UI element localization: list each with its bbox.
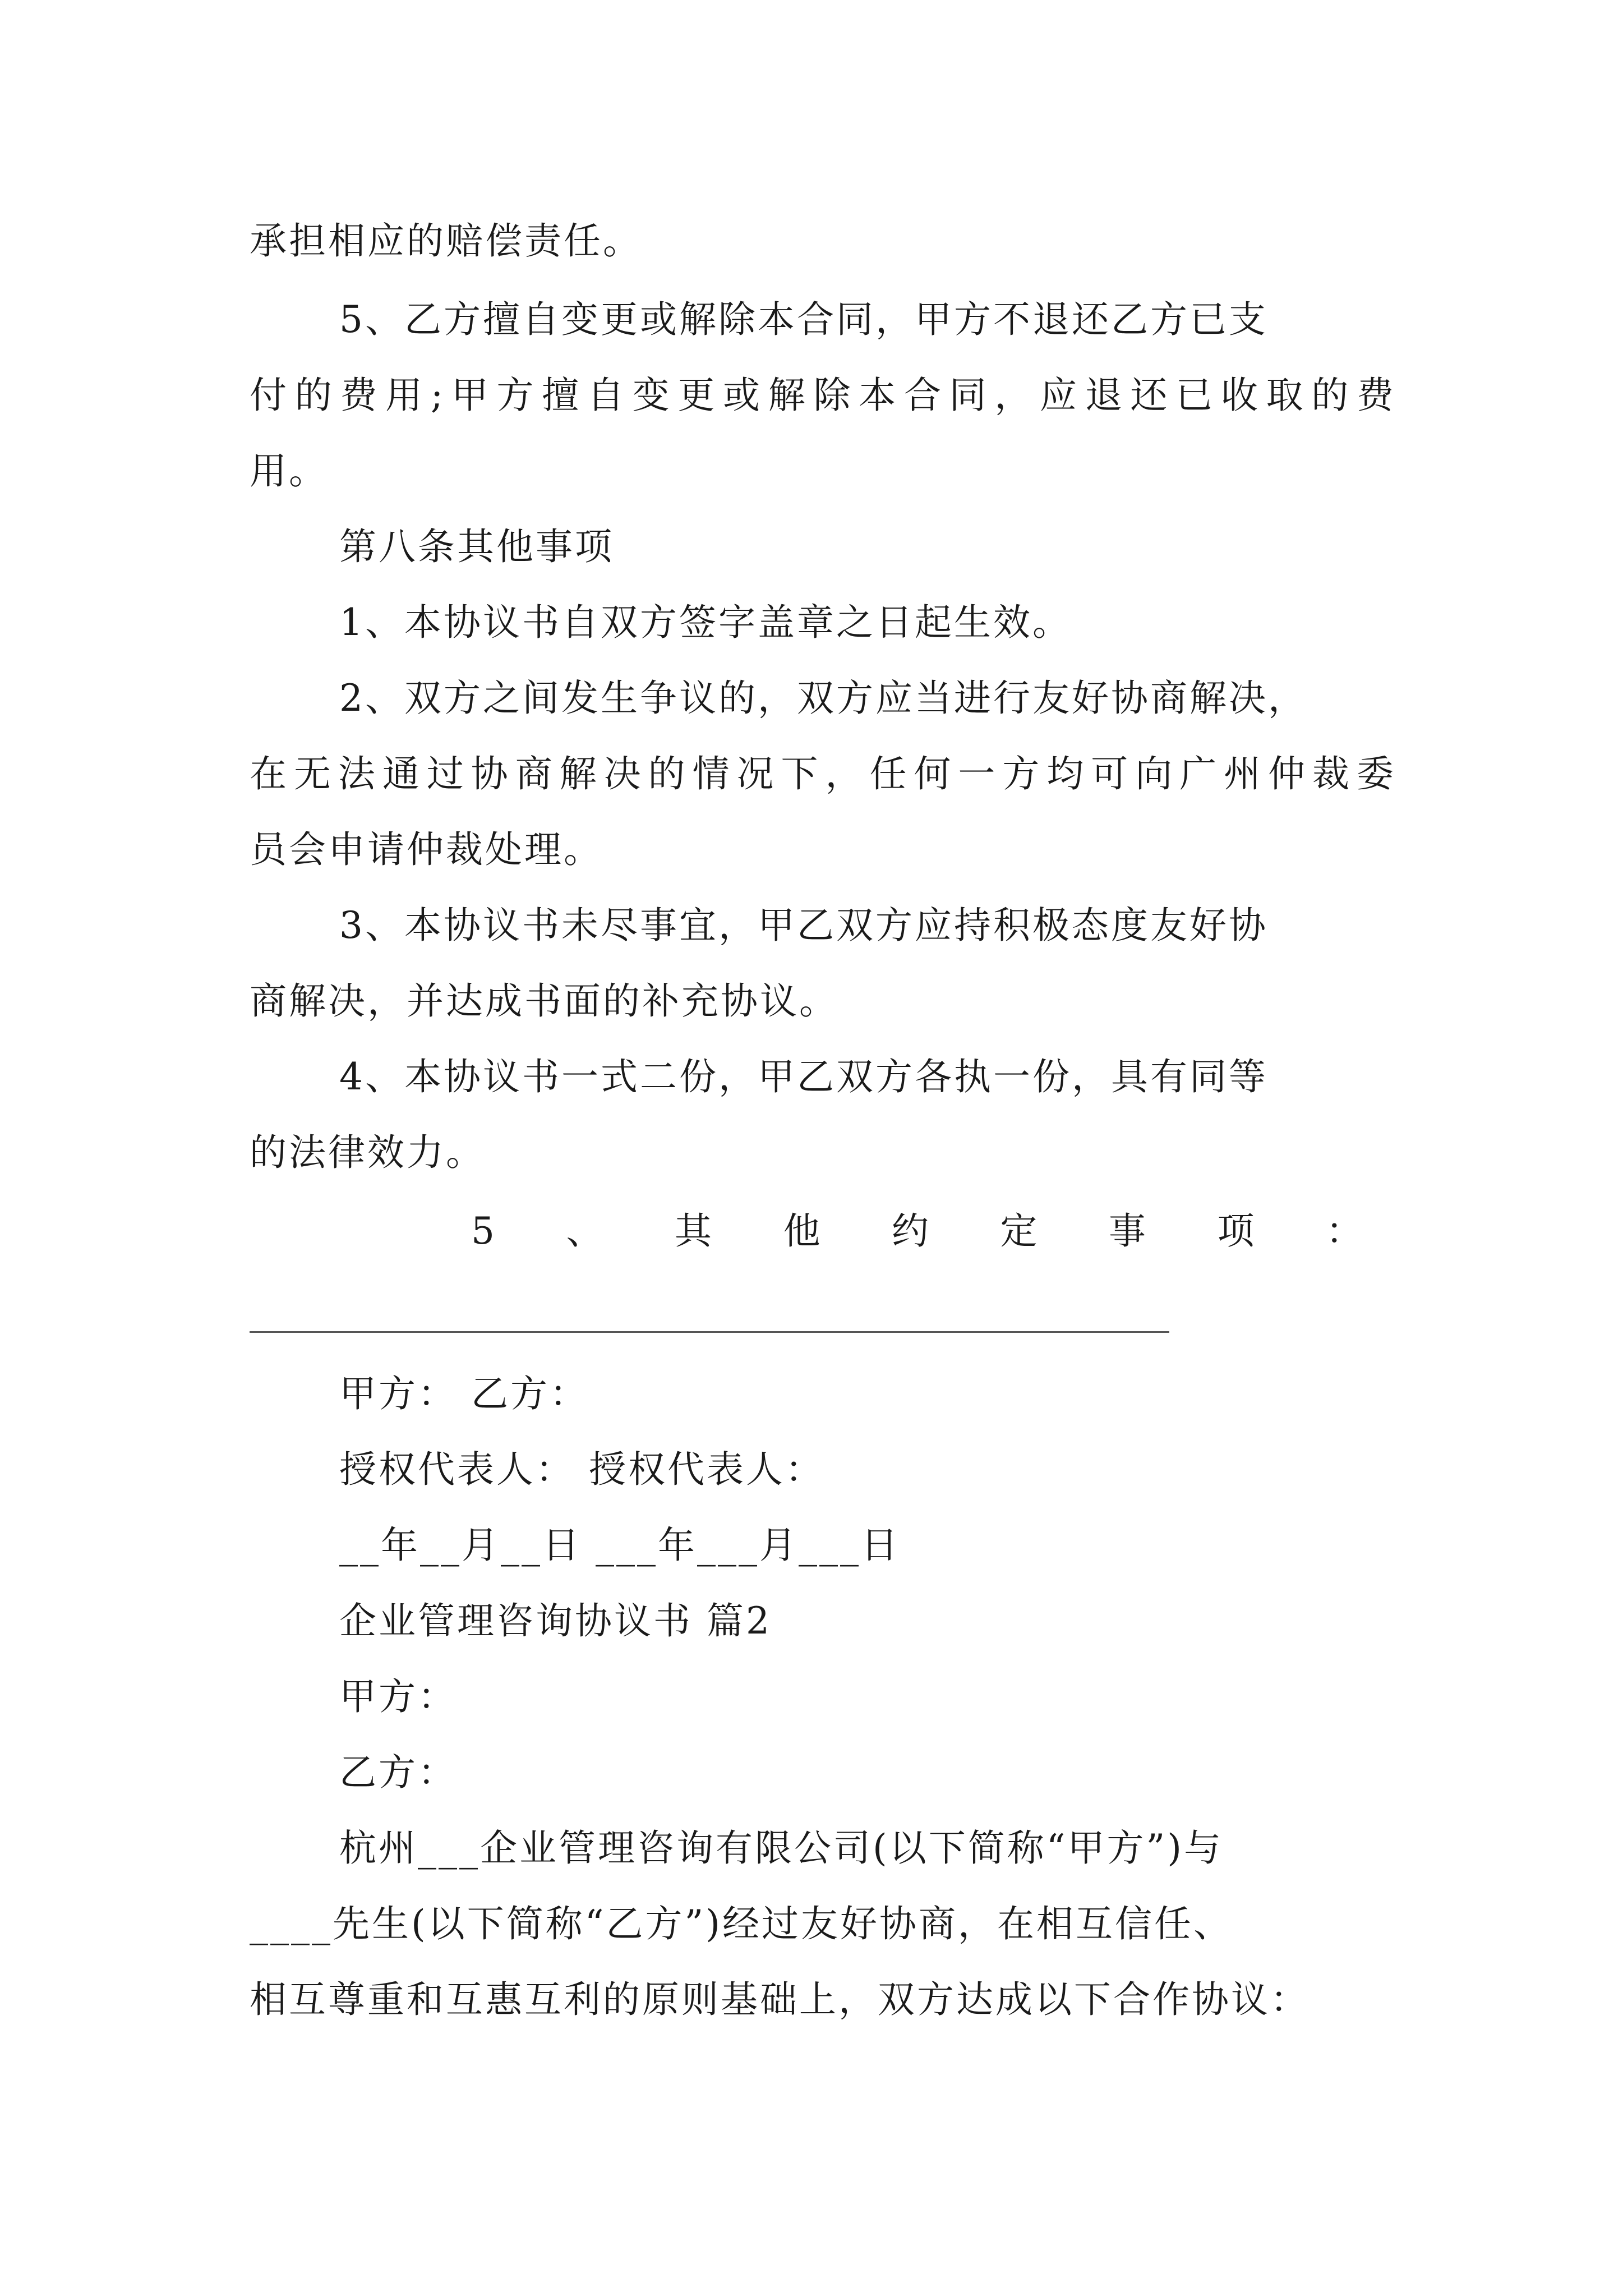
other-item-5-line (471, 1209, 1363, 1254)
signature-dates: __年__月__日 ___年___月___日 (339, 1524, 900, 1567)
signature-parties: 甲方： 乙方： (339, 1372, 589, 1415)
intro-line-2: ____先生(以下简称“乙方”)经过友好协商，在相互信任、 (250, 1902, 1233, 1945)
clause-5-line-2: 付的费用;甲方擅自变更或解除本合同，应退还已收取的费 (250, 374, 1394, 417)
signature-representatives: 授权代表人： 授权代表人： (339, 1448, 824, 1491)
spread-char: 项 (1217, 1209, 1255, 1253)
other-item-3-line-2: 商解决，并达成书面的补充协议。 (250, 979, 838, 1023)
other-item-4-line-1: 4、本协议书一式二份，甲乙双方各执一份，具有同等 (339, 1055, 1268, 1098)
other-item-2-line-3: 员会申请仲裁处理。 (250, 828, 603, 871)
other-item-2-line-1: 2、双方之间发生争议的，双方应当进行友好协商解决， (339, 677, 1307, 720)
intro-line-3: 相互尊重和互惠互利的原则基础上，双方达成以下合作协议： (250, 1978, 1310, 2021)
spread-char: 、 (566, 1209, 603, 1253)
intro-line-1: 杭州___企业管理咨询有限公司(以下简称“甲方”)与 (339, 1826, 1223, 1870)
blank-fill-line (250, 1331, 1169, 1333)
other-item-1: 1、本协议书自双方签字盖章之日起生效。 (339, 601, 1072, 644)
section-heading: 第八条其他事项 (339, 525, 614, 568)
spread-char: ： (1326, 1209, 1363, 1253)
other-item-2-line-2: 在无法通过协商解决的情况下，任何一方均可向广州仲裁委 (250, 752, 1394, 795)
clause-5-line-3: 用。 (250, 449, 328, 493)
paragraph-line: 承担相应的赔偿责任。 (250, 219, 642, 263)
spread-char: 事 (1109, 1209, 1146, 1253)
spread-char: 5 (471, 1209, 495, 1253)
spread-char: 其 (675, 1209, 712, 1253)
spread-char: 定 (1000, 1209, 1038, 1253)
other-item-3-line-1: 3、本协议书未尽事宜，甲乙双方应持积极态度友好协 (339, 904, 1268, 947)
agreement-title-2: 企业管理咨询协议书 篇2 (339, 1599, 772, 1642)
party-a-label: 甲方： (339, 1675, 457, 1718)
clause-5-line-1: 5、乙方擅自变更或解除本合同，甲方不退还乙方已支 (339, 298, 1268, 341)
spread-char: 约 (892, 1209, 929, 1253)
other-item-4-line-2: 的法律效力。 (250, 1131, 485, 1174)
spread-char: 他 (783, 1209, 820, 1253)
party-b-label: 乙方： (339, 1751, 457, 1794)
